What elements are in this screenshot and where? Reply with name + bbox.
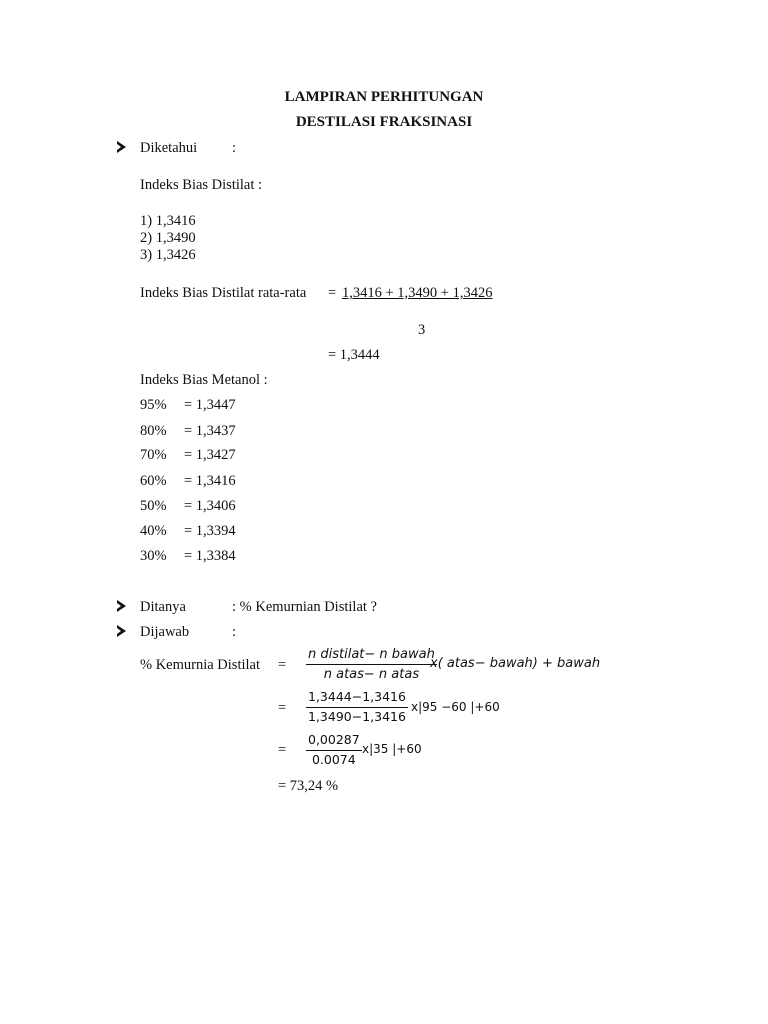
metanol-pct: 30%: [140, 548, 167, 564]
formula-multiplier: x|35 |+60: [362, 742, 422, 756]
title-line-1: LAMPIRAN PERHITUNGAN: [284, 89, 484, 105]
rata-rata-equals: =: [328, 285, 337, 301]
rata-rata-numerator: 1,3416 + 1,3490 + 1,3426: [342, 285, 493, 301]
diketahui-label: Diketahui: [140, 140, 198, 156]
formula-equals: =: [278, 700, 287, 716]
metanol-value: = 1,3416: [184, 473, 236, 489]
dijawab-colon: :: [232, 624, 237, 640]
fraction-numerator: 1,3444−1,3416: [306, 691, 408, 708]
rata-rata-label: Indeks Bias Distilat rata-rata: [140, 285, 307, 301]
formula-multiplier: x|95 −60 |+60: [411, 700, 500, 714]
metanol-pct: 70%: [140, 447, 167, 463]
metanol-value: = 1,3437: [184, 423, 236, 439]
indeks-bias-distilat-label: Indeks Bias Distilat :: [140, 177, 263, 193]
dijawab-label: Dijawab: [140, 624, 190, 640]
title-line-2: DESTILASI FRAKSINASI: [295, 114, 473, 130]
bullet-arrow-icon: [117, 625, 126, 637]
distilat-item: 2) 1,3490: [140, 230, 196, 246]
metanol-value: = 1,3394: [184, 523, 236, 539]
rata-rata-result: = 1,3444: [328, 347, 380, 363]
distilat-item: 1) 1,3416: [140, 213, 196, 229]
metanol-pct: 60%: [140, 473, 167, 489]
fraction-denominator: 1,3490−1,3416: [308, 708, 406, 724]
bullet-arrow-icon: [117, 141, 126, 153]
bullet-arrow-icon: [117, 600, 126, 612]
formula-multiplier: x( atas− bawah) + bawah: [430, 656, 601, 671]
metanol-pct: 95%: [140, 397, 167, 413]
metanol-value: = 1,3384: [184, 548, 236, 564]
formula-lhs: % Kemurnia Distilat: [140, 657, 261, 673]
formula-result: = 73,24 %: [278, 778, 339, 794]
formula-fraction-computed: [306, 734, 362, 766]
ditanya-label: Ditanya: [140, 599, 186, 615]
formula-equals: =: [278, 742, 287, 758]
fraction-numerator: n distilat− n bawah: [306, 648, 437, 665]
metanol-pct: 50%: [140, 498, 167, 514]
metanol-pct: 40%: [140, 523, 167, 539]
formula-equals: =: [278, 657, 287, 673]
ditanya-text: : % Kemurnian Distilat ?: [232, 599, 377, 615]
fraction-denominator: n atas− n atas: [323, 667, 420, 682]
distilat-item: 3) 1,3426: [140, 247, 196, 263]
indeks-bias-metanol-label: Indeks Bias Metanol :: [140, 372, 268, 388]
metanol-pct: 80%: [140, 423, 167, 439]
metanol-value: = 1,3427: [184, 447, 236, 463]
rata-rata-denominator: 3: [418, 322, 426, 338]
metanol-value: = 1,3447: [184, 397, 236, 413]
formula-fraction-values: [306, 691, 408, 723]
metanol-value: = 1,3406: [184, 498, 236, 514]
formula-fraction-general: [306, 648, 437, 681]
diketahui-colon: :: [232, 140, 237, 156]
fraction-numerator: 0,00287: [306, 734, 362, 751]
fraction-denominator: 0.0074: [311, 751, 356, 767]
